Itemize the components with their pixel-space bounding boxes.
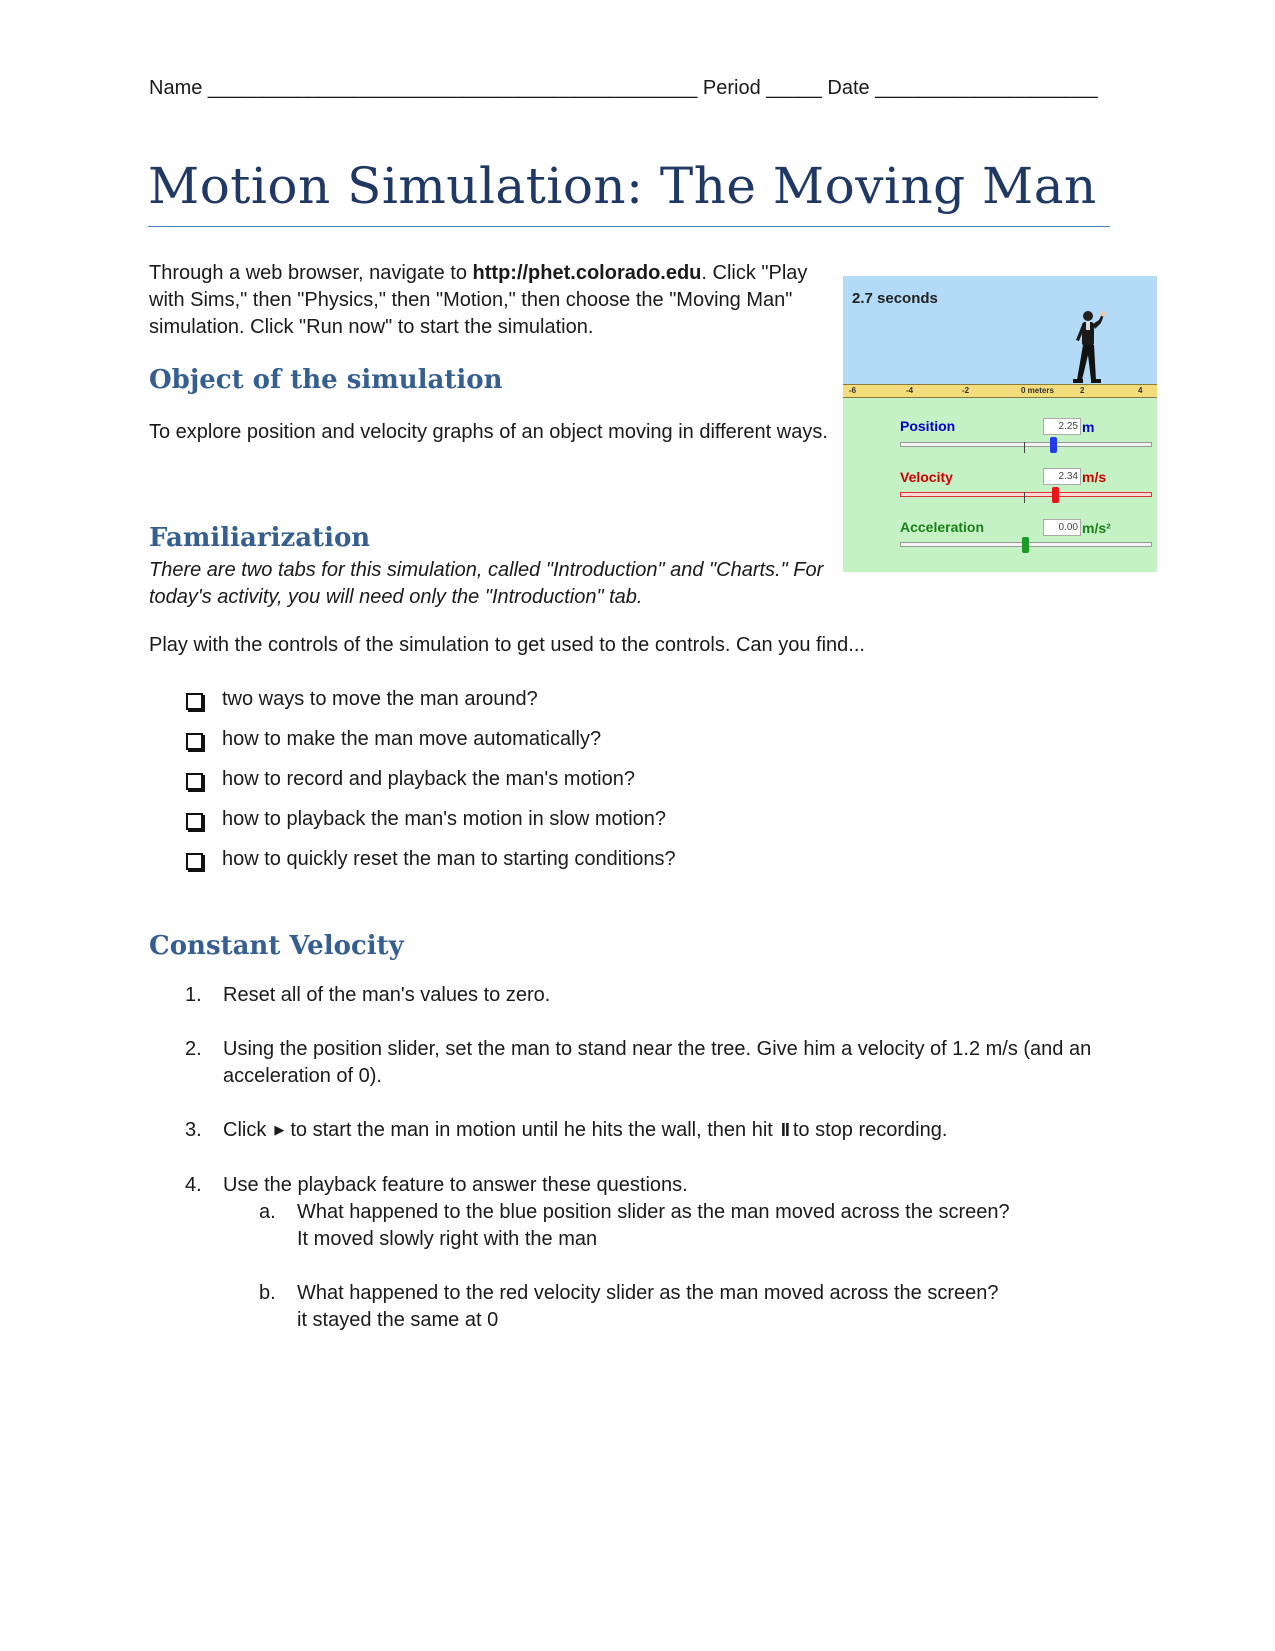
checkbox-icon[interactable] (186, 773, 203, 790)
question-letter: a. (259, 1201, 276, 1223)
step-text: Click (223, 1119, 267, 1141)
question-text: What happened to the blue position slider as the man moved across the screen? (297, 1201, 1010, 1223)
meter-ruler (843, 384, 1157, 398)
object-heading: Object of the simulation (149, 365, 503, 395)
step-4 (149, 1172, 1109, 1199)
acceleration-slider-knob[interactable] (1022, 537, 1029, 553)
step-2 (149, 1036, 1109, 1090)
answer-text: it stayed the same at 0 (297, 1309, 499, 1331)
intro-text-before: Through a web browser, navigate to (149, 262, 473, 284)
velocity-slider-track[interactable] (900, 492, 1152, 497)
step-number: 3. (185, 1119, 202, 1141)
acceleration-label: Acceleration (900, 519, 985, 535)
familiarization-heading: Familiarization (149, 523, 371, 553)
velocity-label: Velocity (900, 469, 953, 485)
intro-text-after: . Click "Play with Sims," then "Physics," then "Motion," then choose the "Moving Man" simulation. Click "Run now" to start the simulation. (149, 262, 808, 338)
title-underline (148, 226, 1110, 227)
step-text: Using the position slider, set the man to stand near the tree. Give him a velocity of 1.2 m/s (and an acceleration of 0). (223, 1038, 1092, 1087)
phet-url: http://phet.colorado.edu (472, 262, 702, 284)
question-b (149, 1280, 1109, 1334)
sim-time-readout: 2.7 seconds (852, 290, 938, 307)
velocity-zero-mark (1024, 492, 1025, 503)
ruler-tick-label: -6 (849, 386, 857, 395)
name-period-date-line: Name ____________________________________________ Period _____ Date ____________________ (149, 77, 1098, 99)
ruler-tick-label: 2 (1080, 386, 1085, 395)
checklist-text: two ways to move the man around? (222, 688, 538, 710)
step-number: 4. (185, 1174, 202, 1196)
step-text: Use the playback feature to answer these questions. (223, 1174, 688, 1196)
checklist (186, 686, 676, 886)
ruler-tick-label: -2 (962, 386, 970, 395)
checklist-item (186, 806, 676, 846)
pause-icon: II (780, 1120, 789, 1140)
constant-velocity-heading: Constant Velocity (149, 931, 404, 961)
ruler-tick-label: -4 (906, 386, 914, 395)
play-icon: ▶ (274, 1122, 285, 1137)
checklist-text: how to quickly reset the man to starting conditions? (222, 848, 676, 870)
checkbox-icon[interactable] (186, 693, 203, 710)
ruler-tick-label: 0 meters (1021, 386, 1054, 395)
position-slider-knob[interactable] (1050, 437, 1057, 453)
checklist-item (186, 686, 676, 726)
checklist-text: how to playback the man's motion in slow motion? (222, 808, 667, 830)
question-text: What happened to the red velocity slider as the man moved across the screen? (297, 1282, 999, 1304)
question-letter: b. (259, 1282, 276, 1304)
checklist-item (186, 726, 676, 766)
intro-paragraph (149, 260, 829, 341)
checkbox-icon[interactable] (186, 813, 203, 830)
step-text: Reset all of the man's values to zero. (223, 984, 551, 1006)
acceleration-unit: m/s² (1082, 520, 1111, 536)
answer-text: It moved slowly right with the man (297, 1228, 598, 1250)
page-title: Motion Simulation: The Moving Man (148, 157, 1097, 215)
moving-man-figure (1071, 310, 1107, 384)
checklist-text: how to record and playback the man's motion? (222, 768, 635, 790)
checklist-text: how to make the man move automatically? (222, 728, 602, 750)
checklist-item (186, 846, 676, 886)
step-text: to stop recording. (792, 1119, 948, 1141)
step-number: 1. (185, 984, 202, 1006)
object-body: To explore position and velocity graphs of an object moving in different ways. (149, 421, 828, 443)
acceleration-value-field[interactable]: 0.00 (1043, 519, 1081, 536)
steps-list (149, 982, 1109, 1334)
position-value-field[interactable]: 2.25 (1043, 418, 1081, 435)
checklist-item (186, 766, 676, 806)
velocity-value-field[interactable]: 2.34 (1043, 468, 1081, 485)
step-text: to start the man in motion until he hits the wall, then hit (290, 1119, 773, 1141)
moving-man-screenshot (843, 276, 1157, 572)
velocity-slider-knob[interactable] (1052, 487, 1059, 503)
question-a (149, 1199, 1109, 1253)
checkbox-icon[interactable] (186, 733, 203, 750)
position-unit: m (1082, 419, 1095, 435)
velocity-unit: m/s (1082, 469, 1107, 485)
familiarization-note: There are two tabs for this simulation, called "Introduction" and "Charts." For today's activity, you will need only the "Introduction" tab. (149, 559, 824, 608)
position-label: Position (900, 418, 956, 434)
step-1 (149, 982, 1109, 1009)
step-3 (149, 1117, 1109, 1145)
checkbox-icon[interactable] (186, 853, 203, 870)
position-zero-mark (1024, 442, 1025, 453)
position-slider-track[interactable] (900, 442, 1152, 447)
step-number: 2. (185, 1038, 202, 1060)
ruler-tick-label: 4 (1138, 386, 1143, 395)
play-instructions: Play with the controls of the simulation to get used to the controls. Can you find... (149, 634, 865, 656)
